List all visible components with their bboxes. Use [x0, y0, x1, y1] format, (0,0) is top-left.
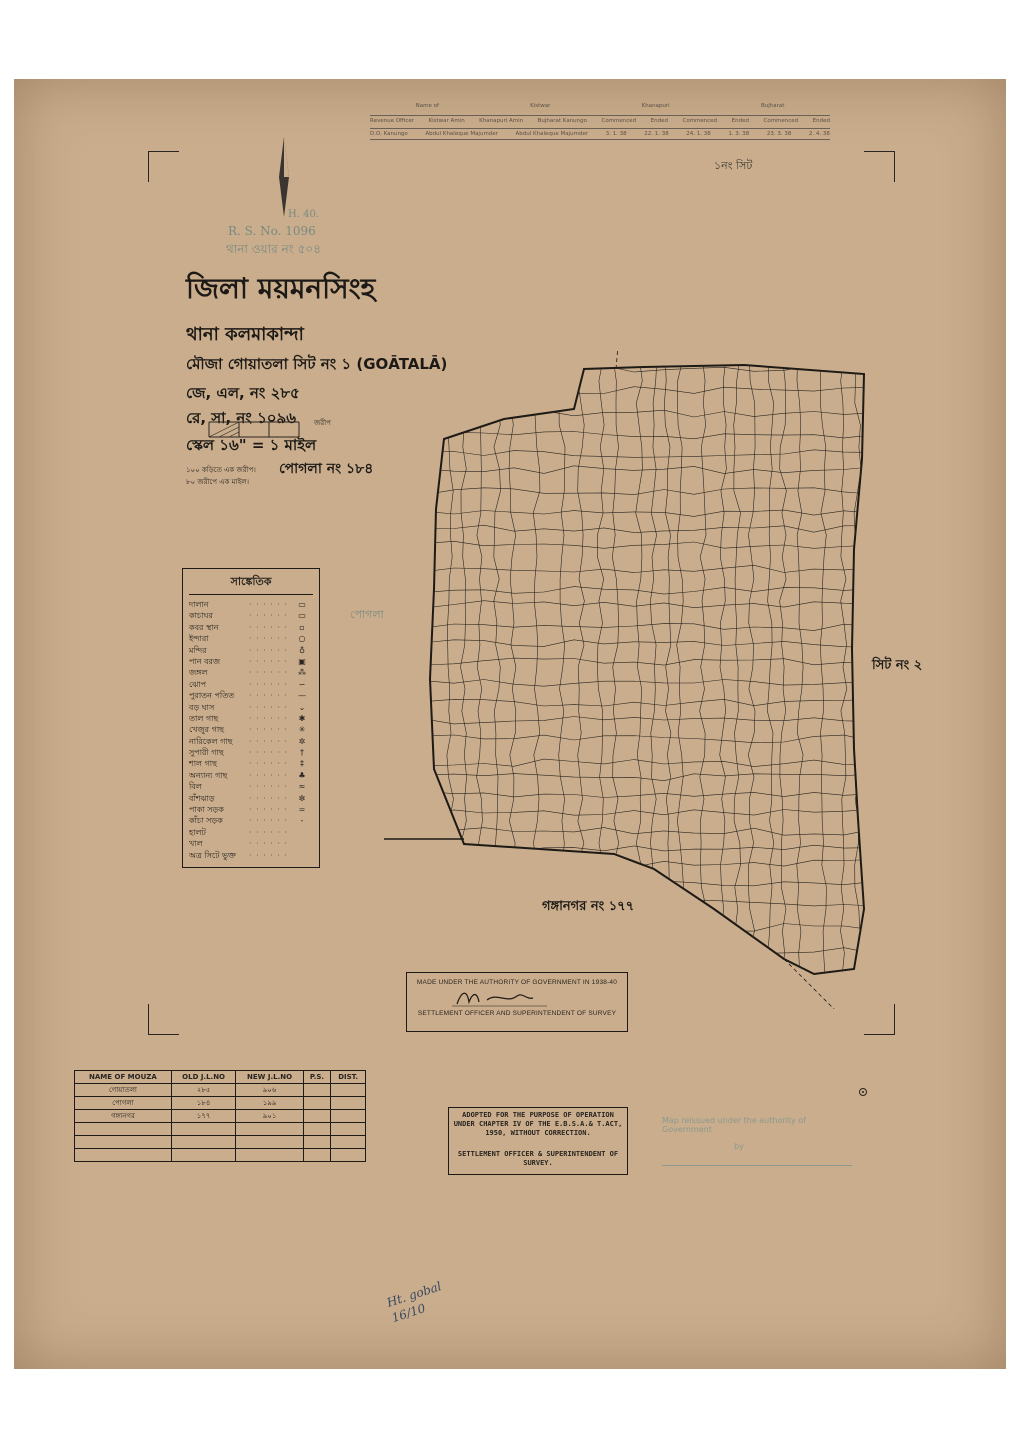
legend-leader: · · · · · ·	[249, 827, 288, 837]
parcel-line	[424, 565, 874, 572]
legend-list	[189, 599, 313, 861]
parcel-line	[612, 359, 619, 997]
thana-old-no: থানা ওয়ার নং ৫০৪	[226, 242, 322, 256]
parcel-line	[424, 759, 874, 767]
legend-item-label: জঙ্গল	[189, 668, 208, 678]
adoption-line-3: 1950, WITHOUT CORRECTION.	[485, 1129, 591, 1137]
parcel-line	[677, 359, 684, 997]
parcel-line	[424, 488, 874, 495]
legend-item-label: শাল গাছ	[189, 759, 217, 769]
parcel-line	[424, 432, 874, 439]
header-cell: 3. 1. 38	[605, 131, 627, 137]
legend-item	[189, 599, 313, 610]
legend-symbol-icon	[291, 838, 313, 849]
legend-leader: · · · · · ·	[249, 748, 288, 758]
legend-item-label: কাঁচা সড়ক	[189, 816, 223, 826]
legend-box	[182, 568, 320, 868]
parcel-line	[424, 541, 874, 548]
table-cell	[331, 1123, 366, 1136]
parcel-line	[820, 359, 826, 997]
header-cell: 23. 3. 38	[766, 131, 792, 137]
legend-leader: · · · · · ·	[249, 656, 288, 666]
legend-item	[189, 679, 313, 690]
parcel-line	[578, 359, 585, 997]
legend-symbol-icon: ▭	[298, 600, 306, 609]
header-cell: Name of	[415, 103, 439, 109]
parcel-line	[424, 640, 874, 647]
parcel-line	[494, 359, 501, 997]
legend-item-label: ইন্দারা	[189, 634, 209, 644]
legend-item	[189, 793, 313, 804]
adoption-line-2: UNDER CHAPTER IV OF THE E.B.S.A.& T.ACT,	[453, 1120, 623, 1128]
legend-symbol-icon: ♁	[299, 645, 305, 655]
legend-leader: · · · · · ·	[249, 816, 288, 826]
legend-item	[189, 815, 313, 826]
adoption-box	[448, 1107, 628, 1175]
jl-no: জে, এল, নং ২৮৫	[186, 384, 300, 402]
parcel-line	[424, 410, 874, 417]
legend-symbol-icon: ✱	[298, 713, 306, 723]
parcel-line	[424, 774, 874, 781]
header-cell: 24. 1. 38	[686, 131, 711, 137]
legend-item	[189, 713, 313, 724]
legend-item	[189, 827, 313, 838]
legend-item	[189, 622, 313, 633]
table-cell	[303, 1110, 330, 1123]
thana-title: থানা কলমাকান্দা	[186, 324, 304, 345]
legend-symbol-icon: ≈	[298, 782, 306, 792]
legend-item	[189, 702, 313, 713]
parcel-line	[636, 359, 643, 997]
mouza-table	[74, 1070, 366, 1162]
legend-item-label: খেজুর গাছ	[189, 725, 225, 735]
parcel-line	[509, 359, 516, 997]
parcel-line	[424, 699, 874, 706]
parcel-line	[424, 860, 874, 868]
header-cell: Bujharat	[760, 103, 785, 109]
table-cell	[236, 1149, 303, 1162]
legend-item-label: বাঁশঝাড়	[189, 793, 215, 803]
header-cell: Commenced	[763, 118, 799, 124]
legend-item-label: পুরাতন পতিত	[189, 691, 235, 701]
legend-symbol-icon: ▭	[298, 611, 306, 621]
legend-item-label: কাচাঘর	[189, 611, 213, 621]
table-cell: ১৯৯	[236, 1097, 303, 1110]
header-cell: D.O. Kanungo	[370, 131, 408, 137]
parcel-line	[797, 359, 803, 997]
legend-leader: · · · · · ·	[249, 839, 288, 849]
legend-leader: · · · · · ·	[249, 622, 288, 632]
parcel-line	[424, 680, 874, 687]
table-cell	[171, 1123, 236, 1136]
header-cell: Khanapuri Amin	[479, 118, 524, 124]
legend-item-label: দালান	[189, 600, 209, 609]
table-cell	[236, 1136, 303, 1149]
scale-text: স্কেল ১৬" = ১ মাইল	[186, 436, 317, 454]
register-circle-icon	[858, 1087, 868, 1097]
table-cell: পোগলা	[75, 1097, 172, 1110]
legend-item	[189, 781, 313, 792]
legend-item	[189, 770, 313, 781]
legend-symbol-icon	[291, 827, 313, 838]
legend-item	[189, 850, 313, 861]
parcel-line	[533, 359, 540, 997]
header-cell: Abdul Khaleque Majumder	[425, 131, 498, 137]
header-cell: Abdul Khaleque Majumder	[515, 131, 589, 137]
table-cell	[75, 1123, 172, 1136]
legend-symbol-icon: -	[300, 816, 304, 826]
legend-symbol-icon: ✳	[298, 725, 306, 735]
legend-symbol-icon: ✼	[298, 793, 306, 803]
legend-leader: · · · · · ·	[249, 611, 288, 621]
legend-leader: · · · · · ·	[249, 691, 288, 701]
legend-leader: · · · · · ·	[249, 634, 288, 644]
adoption-line-1: ADOPTED FOR THE PURPOSE OF OPERATION	[462, 1111, 614, 1119]
adoption-line-5: SURVEY.	[523, 1159, 553, 1167]
table-cell	[75, 1149, 172, 1162]
legend-item-label: অত্র সিটে ভুক্ত	[189, 850, 236, 860]
legend-symbol-icon: ♣	[298, 770, 306, 780]
table-cell: গোয়াতলা	[75, 1084, 172, 1097]
table-cell: ১৭৭	[171, 1110, 236, 1123]
table-cell: ১৮৪	[171, 1097, 236, 1110]
legend-item-label: মন্দির	[189, 645, 207, 655]
legend-symbol-icon: ✲	[298, 736, 306, 746]
legend-item-label: নারিকেল গাছ	[189, 736, 233, 746]
parcel-line	[424, 900, 874, 908]
parcel-line	[424, 881, 874, 889]
legend-symbol-icon: ▣	[298, 656, 306, 666]
table-cell	[303, 1123, 330, 1136]
parcel-line	[426, 359, 433, 997]
scale-unit: জরীপ	[314, 419, 331, 427]
legend-item	[189, 747, 313, 758]
table-row	[75, 1149, 366, 1162]
table-cell: ৯০৬	[236, 1084, 303, 1097]
table-cell	[331, 1149, 366, 1162]
table-row	[75, 1110, 366, 1123]
parcel-line	[424, 587, 874, 595]
parcel-line	[424, 510, 874, 516]
header-cell: 22. 1. 38	[644, 131, 669, 137]
table-cell	[303, 1084, 330, 1097]
scale-bar	[204, 417, 314, 447]
legend-leader: · · · · · ·	[249, 645, 288, 655]
legend-symbol-icon: ⁂	[298, 668, 306, 678]
header-table	[370, 103, 830, 140]
frame-corner-bl	[148, 1004, 179, 1035]
rs-no-label: R. S. No. 1096	[228, 224, 316, 238]
legend-leader: · · · · · ·	[249, 702, 288, 712]
parcel-line	[424, 948, 874, 954]
table-cell	[303, 1097, 330, 1110]
legend-symbol-icon: —	[298, 691, 306, 701]
table-cell	[75, 1136, 172, 1149]
table-cell	[331, 1084, 366, 1097]
legend-symbol-icon: ▫	[299, 622, 305, 632]
legend-item	[189, 736, 313, 747]
table-row	[75, 1097, 366, 1110]
legend-leader: · · · · · ·	[249, 782, 288, 792]
legend-item-label: তাল গাছ	[189, 713, 219, 723]
header-cell: Commenced	[682, 118, 718, 124]
legend-leader: · · · · · ·	[249, 600, 288, 609]
legend-item-label: কবর স্থান	[189, 622, 219, 632]
header-cell: Kistwar Amin	[428, 118, 465, 124]
legend-leader: · · · · · ·	[249, 793, 288, 803]
table-cell	[331, 1136, 366, 1149]
parcel-line	[424, 624, 874, 631]
parcel-line	[424, 601, 874, 608]
legend-item	[189, 667, 313, 678]
legend-item-label: হালট	[189, 827, 206, 837]
legend-symbol-icon: ∽	[298, 679, 306, 689]
legend-symbol-icon: ○	[298, 634, 306, 644]
table-cell: ২৮৫	[171, 1084, 236, 1097]
parcel-line	[650, 359, 657, 997]
legend-leader: · · · · · ·	[249, 725, 288, 735]
legend-item-label: অন্যান্য গাছ	[189, 770, 228, 780]
table-cell: গঙ্গানগর	[75, 1110, 172, 1123]
neighbour-east: সিট নং ২	[872, 658, 923, 673]
legend-symbol-icon: †	[300, 748, 304, 758]
legend-item	[189, 645, 313, 656]
neighbour-west: পোগলা	[350, 608, 384, 621]
table-cell	[171, 1136, 236, 1149]
legend-leader: · · · · · ·	[249, 736, 288, 746]
legend-item-label: বড় ঘাস	[189, 702, 215, 712]
parcel-line	[424, 924, 874, 932]
road-line-se	[784, 959, 864, 1009]
parcel-line	[664, 359, 671, 997]
legend-symbol-icon: ⌄	[298, 702, 306, 712]
legend-item-label: পাকা সড়ক	[189, 805, 224, 815]
road-line-n	[616, 349, 622, 369]
legend-item-label: বিল	[189, 782, 202, 792]
cadastral-map	[384, 349, 874, 1009]
legend-item-label: খাল	[189, 839, 203, 849]
parcel-line	[424, 735, 874, 743]
legend-item	[189, 804, 313, 815]
authority-box	[406, 972, 628, 1032]
reissue-line-1: Map reissued under the authority of Government	[662, 1116, 806, 1134]
mouza-table-header: NEW J.L.NO	[236, 1071, 303, 1084]
header-cell: Bujharat Kanungo	[537, 118, 587, 124]
header-cell: Revenue Officer	[370, 118, 415, 124]
parcel-line	[424, 717, 874, 724]
reissue-line-2: by	[734, 1142, 744, 1151]
chain-note-2: ৮০ জরীপে এক মাইল।	[186, 478, 249, 486]
table-row	[75, 1084, 366, 1097]
mouza-table-wrap	[74, 1070, 366, 1162]
legend-item-label: সুপারী গাছ	[189, 748, 224, 758]
header-cell: 2. 4. 38	[808, 131, 830, 137]
mouza-boundary	[430, 365, 864, 974]
signature-icon	[407, 986, 627, 1010]
parcel-line	[854, 359, 861, 997]
parcel-line	[424, 658, 874, 665]
header-cell: Commenced	[601, 118, 637, 124]
parcel-line	[424, 450, 874, 458]
legend-leader: · · · · · ·	[249, 770, 288, 780]
parcel-line	[424, 828, 874, 836]
authority-line-1: MADE UNDER THE AUTHORITY OF GOVERNMENT IN 1938-40	[416, 979, 618, 986]
north-arrow-icon	[276, 137, 292, 217]
legend-item	[189, 724, 313, 735]
mouza-table-header: NAME OF MOUZA	[75, 1071, 172, 1084]
mouza-table-header: P.S.	[303, 1071, 330, 1084]
table-cell	[171, 1149, 236, 1162]
legend-item	[189, 610, 313, 621]
parcel-line	[424, 525, 874, 532]
parcel-line	[841, 359, 847, 997]
map-sheet	[14, 79, 1006, 1369]
table-cell	[303, 1149, 330, 1162]
table-cell: ৯০১	[236, 1110, 303, 1123]
legend-leader: · · · · · ·	[249, 668, 288, 678]
parcel-line	[424, 466, 874, 474]
parcel-line	[424, 386, 874, 393]
legend-item-label: পান বরজ	[189, 656, 221, 666]
header-cell: 1. 3. 38	[728, 131, 750, 137]
authority-line-2: SETTLEMENT OFFICER AND SUPERINTENDENT OF SURVEY	[417, 1010, 617, 1017]
header-cell: Khanapuri	[641, 103, 670, 109]
table-row	[75, 1123, 366, 1136]
header-cell: Ended	[731, 118, 749, 124]
frame-corner-tl	[148, 151, 179, 182]
parcel-line	[460, 359, 467, 997]
legend-leader: · · · · · ·	[249, 759, 288, 769]
frame-corner-tr	[864, 151, 895, 182]
rs-no-bn: রে, সা, নং ১০৯৬	[186, 409, 297, 427]
legend-item	[189, 838, 313, 849]
header-cell: Ended	[650, 118, 668, 124]
chain-note-1: ১০০ কড়িতে এক জরীপ।	[186, 466, 256, 474]
legend-symbol-icon: ‡	[300, 759, 304, 769]
parcel-line	[447, 359, 454, 997]
legend-leader: · · · · · ·	[249, 679, 288, 689]
legend-symbol-icon: =	[298, 805, 306, 815]
table-cell	[236, 1123, 303, 1136]
zila-title: জিলা ময়মনসিংহ	[186, 272, 376, 305]
header-cell: Ended	[812, 118, 830, 124]
parcel-line	[424, 791, 874, 797]
mouza-table-header: DIST.	[331, 1071, 366, 1084]
legend-item	[189, 690, 313, 701]
reissue-stamp	[662, 1116, 852, 1166]
mouza-table-header: OLD J.L.NO	[171, 1071, 236, 1084]
legend-item	[189, 633, 313, 644]
table-cell	[303, 1136, 330, 1149]
header-cell: Kistwar	[530, 103, 551, 109]
table-cell	[331, 1097, 366, 1110]
legend-item	[189, 758, 313, 769]
legend-symbol-icon	[291, 850, 313, 861]
table-row	[75, 1136, 366, 1149]
parcel-line	[780, 359, 787, 997]
parcel-line	[720, 359, 727, 997]
legend-leader: · · · · · ·	[249, 805, 288, 815]
table-cell	[331, 1110, 366, 1123]
parcel-line	[597, 359, 604, 997]
parcel-line	[559, 359, 565, 997]
legend-leader: · · · · · ·	[249, 713, 288, 723]
parcel-line	[767, 359, 774, 997]
legend-title: সাঙ্কেতিক	[189, 573, 313, 595]
legend-leader: · · · · · ·	[249, 850, 288, 860]
parcel-line	[424, 809, 874, 816]
mouza-title: মৌজা গোয়াতলা সিট নং ১ (GOĀTALĀ)	[186, 355, 448, 373]
sheet-label-top: ১নং সিট	[714, 159, 753, 172]
legend-item	[189, 656, 313, 667]
h-no: H. 40.	[288, 209, 319, 220]
neighbour-north: পোগলা নং ১৮৪	[279, 461, 374, 477]
legend-item-label: ঝোপ	[189, 679, 207, 689]
adoption-line-4: SETTLEMENT OFFICER & SUPERINTENDENT OF	[457, 1150, 619, 1158]
neighbour-south: গঙ্গানগর নং ১৭৭	[542, 899, 635, 914]
handwritten-note: Ht. gobal 16/10	[385, 1279, 444, 1326]
